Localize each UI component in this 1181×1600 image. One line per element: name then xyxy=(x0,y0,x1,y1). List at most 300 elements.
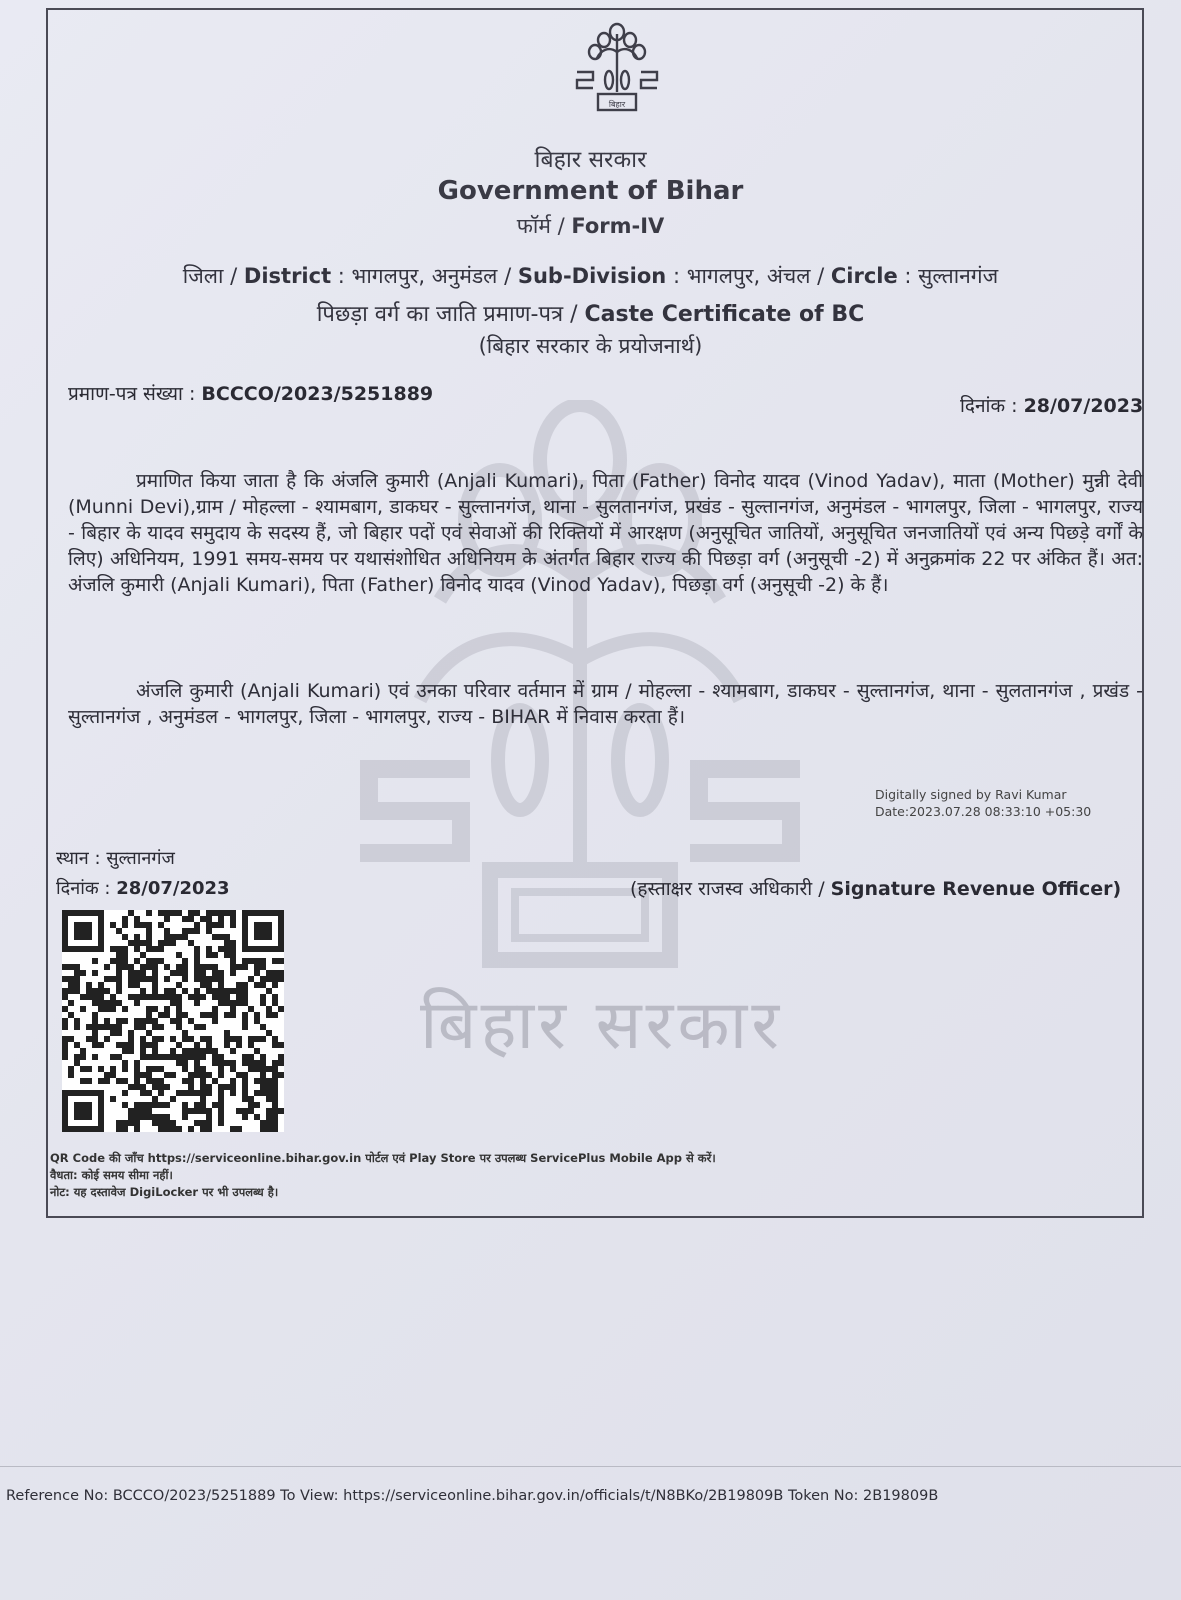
qr-module xyxy=(260,1090,266,1096)
qr-module xyxy=(74,970,80,976)
qr-module xyxy=(152,1036,158,1042)
qr-module xyxy=(266,1120,272,1126)
qr-module xyxy=(272,1120,278,1126)
qr-module xyxy=(98,994,104,1000)
qr-module xyxy=(140,1048,146,1054)
qr-module xyxy=(134,1084,140,1090)
qr-module xyxy=(218,1084,224,1090)
qr-module xyxy=(200,1024,206,1030)
qr-module xyxy=(182,928,188,934)
certificate-number: प्रमाण-पत्र संख्या : BCCCO/2023/5251889 xyxy=(68,383,434,405)
qr-module xyxy=(254,1066,260,1072)
qr-module xyxy=(140,1036,146,1042)
qr-module xyxy=(224,1084,230,1090)
qr-module xyxy=(230,946,236,952)
qr-module xyxy=(242,1054,248,1060)
qr-module xyxy=(116,958,122,964)
qr-module xyxy=(206,1012,212,1018)
qr-module xyxy=(260,1120,266,1126)
qr-module xyxy=(212,1102,218,1108)
qr-module xyxy=(140,1042,146,1048)
qr-module xyxy=(92,1036,98,1042)
qr-module xyxy=(134,946,140,952)
issue-date: दिनांक : 28/07/2023 xyxy=(56,878,230,899)
qr-module xyxy=(176,1012,182,1018)
qr-module xyxy=(152,982,158,988)
qr-module xyxy=(164,976,170,982)
qr-module xyxy=(230,1006,236,1012)
qr-module xyxy=(194,994,200,1000)
qr-module xyxy=(272,1078,278,1084)
qr-module xyxy=(92,970,98,976)
qr-module xyxy=(80,1006,86,1012)
qr-module xyxy=(194,1108,200,1114)
qr-module xyxy=(188,928,194,934)
qr-module xyxy=(68,1072,74,1078)
digilocker-note: नोट: यह दस्तावेज DigiLocker पर भी उपलब्ध है। xyxy=(50,1185,279,1199)
qr-module xyxy=(146,928,152,934)
qr-module xyxy=(110,1000,116,1006)
qr-module xyxy=(212,1048,218,1054)
qr-module xyxy=(194,952,200,958)
qr-module xyxy=(134,1000,140,1006)
qr-module xyxy=(266,1114,272,1120)
qr-module xyxy=(170,1054,176,1060)
qr-module xyxy=(80,994,86,1000)
qr-module xyxy=(182,1066,188,1072)
qr-module xyxy=(116,1000,122,1006)
qr-module xyxy=(140,1102,146,1108)
qr-module xyxy=(170,1048,176,1054)
qr-module xyxy=(62,964,68,970)
qr-module xyxy=(194,976,200,982)
qr-module xyxy=(242,1090,248,1096)
qr-module xyxy=(218,1000,224,1006)
qr-module xyxy=(116,982,122,988)
qr-module xyxy=(140,1018,146,1024)
qr-module xyxy=(152,946,158,952)
qr-module xyxy=(182,970,188,976)
qr-module xyxy=(158,958,164,964)
qr-module xyxy=(110,1006,116,1012)
qr-module xyxy=(212,934,218,940)
qr-module xyxy=(170,1126,176,1132)
watermark-text: बिहार सरकार xyxy=(420,986,784,1065)
qr-module xyxy=(194,970,200,976)
qr-module xyxy=(170,1120,176,1126)
qr-module xyxy=(104,1018,110,1024)
qr-module xyxy=(122,934,128,940)
qr-module xyxy=(176,934,182,940)
qr-module xyxy=(230,970,236,976)
qr-module xyxy=(200,1102,206,1108)
qr-module xyxy=(188,994,194,1000)
qr-module xyxy=(188,1090,194,1096)
qr-module xyxy=(86,1066,92,1072)
qr-module xyxy=(212,994,218,1000)
qr-module xyxy=(260,1078,266,1084)
certificate-body-paragraph-1: प्रमाणित किया जाता है कि अंजलि कुमारी (Anjali Kumari), पिता (Father) विनोद यादव (Vinod Yadav), माता (Mother) मुन्नी देवी (Munni Devi),ग्राम / मोहल्ला - श्यामबाग, डाकघर - सुल्तानगंज, थाना - सुलतानगंज, प्रखंड - सुल्तानगंज, अनुमंडल - भागलपुर, जिला - भागलपुर, राज्य - बिहार के यादव समुदाय के सदस्य हैं, जो बिहार पदों एवं सेवाओं की रिक्तियों में आरक्षण (अनुसूचित जातियों, अनुसूचित जनजातियों एवं अन्य पिछड़े वर्गों के लिए) अधिनियम, 1991 समय-समय पर यथासंशोधित अधिनियम के अंतर्गत बिहार राज्य की पिछड़ा वर्ग (अनुसूची -2) में अनुक्रमांक 22 पर अंकित हैं। अत: अंजलि कुमारी (Anjali Kumari), पिता (Father) विनोद यादव (Vinod Yadav), पिछड़ा वर्ग (अनुसूची -2) के हैं। xyxy=(68,470,1143,596)
qr-module xyxy=(104,988,110,994)
qr-module xyxy=(194,1048,200,1054)
qr-module xyxy=(260,1024,266,1030)
qr-module xyxy=(224,988,230,994)
qr-module xyxy=(212,1078,218,1084)
qr-module xyxy=(158,1036,164,1042)
qr-module xyxy=(182,1012,188,1018)
qr-module xyxy=(194,958,200,964)
qr-module xyxy=(68,988,74,994)
qr-module xyxy=(206,1126,212,1132)
qr-module xyxy=(158,1084,164,1090)
qr-module xyxy=(272,1090,278,1096)
qr-module xyxy=(266,1030,272,1036)
qr-module xyxy=(218,922,224,928)
qr-module xyxy=(146,958,152,964)
qr-module xyxy=(134,1018,140,1024)
qr-module xyxy=(170,1018,176,1024)
qr-module xyxy=(74,922,92,940)
qr-module xyxy=(170,1036,176,1042)
qr-module xyxy=(176,964,182,970)
qr-module xyxy=(146,910,152,916)
qr-module xyxy=(182,964,188,970)
government-name-english: Government of Bihar xyxy=(437,176,744,206)
qr-module xyxy=(266,1126,272,1132)
qr-module xyxy=(164,1120,170,1126)
qr-module xyxy=(146,976,152,982)
qr-module xyxy=(242,988,248,994)
qr-module xyxy=(242,1084,248,1090)
qr-module xyxy=(92,1012,98,1018)
qr-module xyxy=(278,976,284,982)
qr-module xyxy=(176,1024,182,1030)
qr-module xyxy=(176,910,182,916)
qr-module xyxy=(104,1006,110,1012)
qr-module xyxy=(110,1030,116,1036)
qr-module xyxy=(128,1084,134,1090)
qr-module xyxy=(188,940,194,946)
qr-module xyxy=(272,1042,278,1048)
qr-module xyxy=(140,988,146,994)
qr-module xyxy=(128,910,134,916)
qr-module xyxy=(272,1012,278,1018)
certificate-title: पिछड़ा वर्ग का जाति प्रमाण-पत्र / Caste Certificate of BC xyxy=(316,302,865,327)
qr-module xyxy=(278,1042,284,1048)
qr-module xyxy=(134,1024,140,1030)
qr-module xyxy=(266,970,272,976)
qr-module xyxy=(92,958,98,964)
qr-module xyxy=(122,958,128,964)
qr-module xyxy=(158,1102,164,1108)
qr-module xyxy=(272,982,278,988)
qr-module xyxy=(110,1024,116,1030)
qr-module xyxy=(158,1120,164,1126)
qr-module xyxy=(248,1102,254,1108)
qr-module xyxy=(134,1120,140,1126)
qr-module xyxy=(62,1018,68,1024)
qr-module xyxy=(140,1024,146,1030)
qr-module xyxy=(74,1060,80,1066)
qr-module xyxy=(188,1084,194,1090)
qr-module xyxy=(62,1006,68,1012)
qr-module xyxy=(134,1078,140,1084)
qr-module xyxy=(206,910,212,916)
qr-module xyxy=(128,1108,134,1114)
qr-module xyxy=(104,1036,110,1042)
qr-module xyxy=(116,970,122,976)
qr-module xyxy=(206,946,212,952)
qr-module xyxy=(224,910,230,916)
qr-module xyxy=(212,964,218,970)
qr-module xyxy=(200,1096,206,1102)
qr-module xyxy=(230,1000,236,1006)
qr-module xyxy=(266,1066,272,1072)
qr-module xyxy=(242,1096,248,1102)
qr-module xyxy=(110,946,116,952)
qr-module xyxy=(194,1072,200,1078)
qr-module xyxy=(200,916,206,922)
qr-module xyxy=(170,994,176,1000)
qr-module xyxy=(260,1054,266,1060)
qr-module xyxy=(200,982,206,988)
qr-module xyxy=(200,964,206,970)
qr-module xyxy=(242,1108,248,1114)
qr-module xyxy=(254,1060,260,1066)
qr-module xyxy=(230,988,236,994)
qr-module xyxy=(152,1048,158,1054)
qr-module xyxy=(146,1066,152,1072)
qr-module xyxy=(218,1090,224,1096)
qr-module xyxy=(260,1060,266,1066)
qr-module xyxy=(128,970,134,976)
qr-module xyxy=(248,1042,254,1048)
qr-module xyxy=(242,982,248,988)
qr-module xyxy=(260,958,266,964)
qr-module xyxy=(68,964,74,970)
qr-module xyxy=(200,1066,206,1072)
qr-module xyxy=(230,1066,236,1072)
qr-module xyxy=(92,988,98,994)
qr-module xyxy=(134,982,140,988)
qr-module xyxy=(68,976,74,982)
qr-module xyxy=(170,934,176,940)
qr-module xyxy=(62,1042,68,1048)
qr-module xyxy=(80,1066,86,1072)
qr-module xyxy=(200,1090,206,1096)
qr-module xyxy=(212,910,218,916)
qr-module xyxy=(230,1126,236,1132)
government-name-hindi: बिहार सरकार xyxy=(534,147,647,173)
qr-module xyxy=(152,1102,158,1108)
qr-module xyxy=(194,1120,200,1126)
qr-module xyxy=(152,988,158,994)
qr-module xyxy=(104,1000,110,1006)
qr-module xyxy=(128,1120,134,1126)
qr-module xyxy=(176,1006,182,1012)
qr-module xyxy=(80,1048,86,1054)
qr-module xyxy=(266,1108,272,1114)
qr-module xyxy=(248,976,254,982)
qr-module xyxy=(206,1120,212,1126)
form-label: फॉर्म / Form-IV xyxy=(516,214,665,238)
qr-module xyxy=(146,1072,152,1078)
qr-module xyxy=(80,970,86,976)
qr-module xyxy=(158,994,164,1000)
qr-module xyxy=(188,1072,194,1078)
qr-module xyxy=(86,994,92,1000)
qr-module xyxy=(86,1078,92,1084)
qr-module xyxy=(80,1078,86,1084)
qr-module xyxy=(260,982,266,988)
qr-module xyxy=(266,1006,272,1012)
qr-module xyxy=(104,1024,110,1030)
qr-module xyxy=(212,970,218,976)
qr-module xyxy=(266,1090,272,1096)
qr-module xyxy=(194,1102,200,1108)
qr-module xyxy=(248,1066,254,1072)
qr-module xyxy=(200,1012,206,1018)
qr-module xyxy=(62,1048,68,1054)
qr-module xyxy=(194,1042,200,1048)
qr-module xyxy=(152,1024,158,1030)
notes xyxy=(50,1150,716,1201)
qr-module xyxy=(272,994,278,1000)
qr-module xyxy=(86,1024,92,1030)
qr-module xyxy=(200,1036,206,1042)
qr-module xyxy=(182,1048,188,1054)
qr-module xyxy=(206,964,212,970)
qr-module xyxy=(140,1108,146,1114)
qr-module xyxy=(254,922,272,940)
qr-module xyxy=(116,976,122,982)
qr-module xyxy=(146,1012,152,1018)
qr-module xyxy=(98,988,104,994)
qr-module xyxy=(236,988,242,994)
qr-module xyxy=(176,982,182,988)
qr-module xyxy=(242,964,248,970)
qr-module xyxy=(194,928,200,934)
qr-module xyxy=(206,928,212,934)
qr-module xyxy=(140,994,146,1000)
qr-module xyxy=(194,1054,200,1060)
qr-module xyxy=(170,1072,176,1078)
qr-module xyxy=(110,1096,116,1102)
qr-module xyxy=(212,952,218,958)
qr-module xyxy=(62,1054,68,1060)
qr-module xyxy=(104,964,110,970)
qr-module xyxy=(182,916,188,922)
qr-module xyxy=(230,964,236,970)
qr-module xyxy=(146,1042,152,1048)
qr-module xyxy=(230,1012,236,1018)
qr-module xyxy=(278,1108,284,1114)
qr-module xyxy=(164,1054,170,1060)
qr-module xyxy=(278,1006,284,1012)
qr-module xyxy=(134,1102,140,1108)
qr-module xyxy=(104,1078,110,1084)
qr-module xyxy=(254,982,260,988)
qr-module xyxy=(278,1072,284,1078)
qr-module xyxy=(80,1054,86,1060)
qr-module xyxy=(236,1108,242,1114)
qr-module xyxy=(128,1114,134,1120)
qr-module xyxy=(206,1072,212,1078)
qr-module xyxy=(230,1078,236,1084)
qr-module xyxy=(206,1042,212,1048)
qr-module xyxy=(164,1102,170,1108)
qr-module xyxy=(206,922,212,928)
qr-module xyxy=(224,1036,230,1042)
location-line: जिला / District : भागलपुर, अनुमंडल / Sub-Division : भागलपुर, अंचल / Circle : सुल्तानगंज xyxy=(182,264,999,288)
qr-module xyxy=(272,1114,278,1120)
qr-module xyxy=(98,982,104,988)
qr-module xyxy=(134,916,140,922)
qr-module xyxy=(170,1096,176,1102)
qr-module xyxy=(278,970,284,976)
qr-module xyxy=(158,1090,164,1096)
qr-module xyxy=(134,976,140,982)
qr-module xyxy=(224,1042,230,1048)
certificate-purpose: (बिहार सरकार के प्रयोजनार्थ) xyxy=(478,334,703,358)
qr-module xyxy=(254,1102,260,1108)
qr-module xyxy=(254,964,260,970)
qr-module xyxy=(74,1042,80,1048)
qr-module xyxy=(116,1024,122,1030)
qr-module xyxy=(218,1054,224,1060)
qr-module xyxy=(230,916,236,922)
qr-module xyxy=(110,1054,116,1060)
qr-module xyxy=(158,922,164,928)
qr-module xyxy=(122,952,128,958)
qr-module xyxy=(146,1108,152,1114)
qr-module xyxy=(146,1102,152,1108)
qr-module xyxy=(122,946,128,952)
qr-module xyxy=(254,1012,260,1018)
qr-module xyxy=(230,1084,236,1090)
qr-module xyxy=(260,1126,266,1132)
qr-module xyxy=(116,1042,122,1048)
qr-module xyxy=(122,1018,128,1024)
qr-module xyxy=(116,928,122,934)
qr-module xyxy=(248,1036,254,1042)
qr-module xyxy=(122,1042,128,1048)
qr-module xyxy=(146,1090,152,1096)
qr-module xyxy=(182,1036,188,1042)
qr-module xyxy=(206,1048,212,1054)
qr-module xyxy=(224,1030,230,1036)
qr-module xyxy=(272,970,278,976)
qr-module xyxy=(182,1108,188,1114)
qr-module xyxy=(242,1018,248,1024)
qr-module xyxy=(176,970,182,976)
qr-module xyxy=(128,976,134,982)
qr-module xyxy=(164,1012,170,1018)
qr-module xyxy=(158,1054,164,1060)
qr-module xyxy=(194,1060,200,1066)
qr-module xyxy=(272,1096,278,1102)
qr-module xyxy=(218,910,224,916)
qr-module xyxy=(158,940,164,946)
qr-module xyxy=(206,1084,212,1090)
qr-module xyxy=(92,1000,98,1006)
qr-module xyxy=(188,1078,194,1084)
qr-module xyxy=(194,988,200,994)
qr-module xyxy=(236,1036,242,1042)
qr-module xyxy=(152,1066,158,1072)
qr-module xyxy=(212,1012,218,1018)
qr-module xyxy=(158,1126,164,1132)
